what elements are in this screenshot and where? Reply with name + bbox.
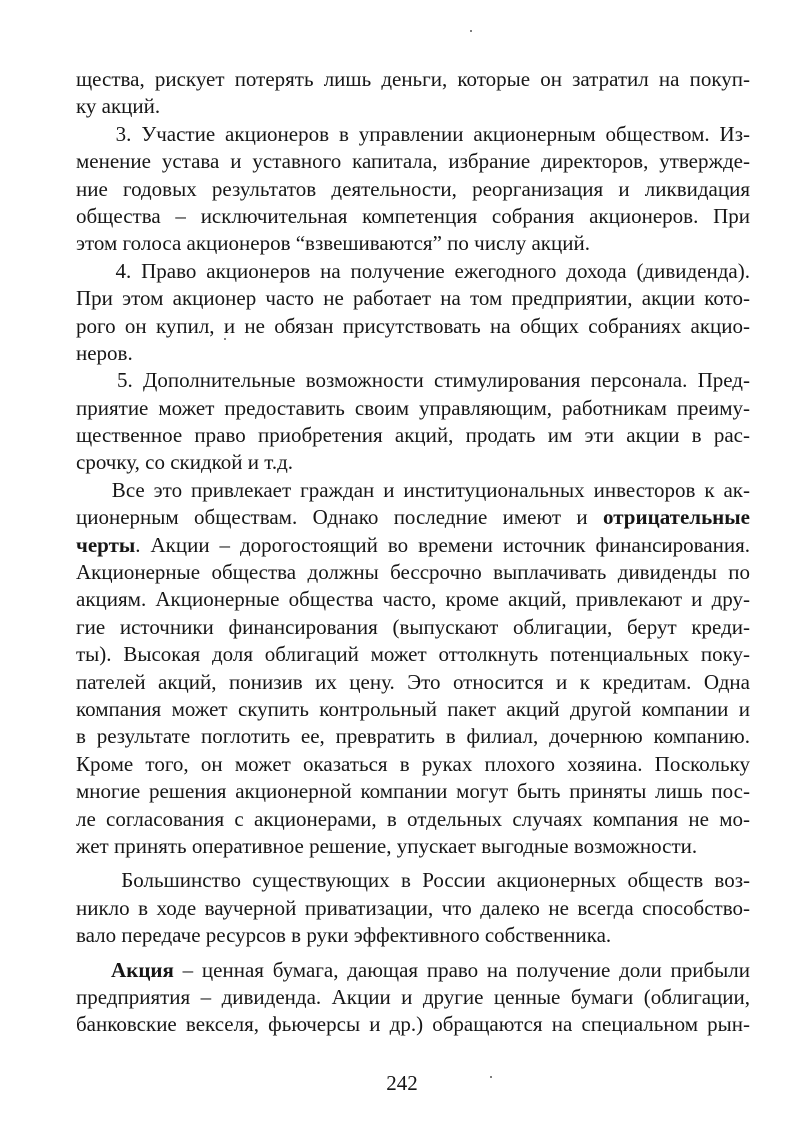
line-text: срочку, со скидкой и т.д. — [76, 450, 294, 475]
line-text: 3. Участие акционеров в управлении акционерным обществом. Из- — [76, 121, 750, 146]
line-text: вало передаче ресурсов в руки эффективного собственника. — [76, 923, 612, 948]
bold-term: отрицательные — [603, 505, 750, 530]
text-line — [76, 1011, 750, 1038]
text-line — [76, 778, 750, 805]
line-text: компания может скупить контрольный пакет акций другой компании и — [76, 696, 750, 721]
text-line — [76, 449, 750, 476]
line-text: предприятия – дивиденда. Акции и другие ценные бумаги (облигации, — [76, 984, 750, 1009]
scan-speck — [224, 338, 226, 340]
line-text: щества, рискует потерять лишь деньги, которые он затратил на покуп- — [76, 67, 750, 91]
line-text: рого он купил, и не обязан присутствовать на общих собраниях акцио- — [76, 313, 750, 338]
bold-term: черты — [76, 532, 136, 557]
text-line — [76, 93, 750, 120]
scan-speck — [490, 1076, 492, 1078]
text-line — [76, 203, 750, 230]
text-line — [76, 395, 750, 422]
text-line — [76, 422, 750, 449]
line-text: . Акции – дорогостоящий во времени источник финансирования. — [135, 532, 750, 557]
line-text: Все это привлекает граждан и институциональных инвесторов к ак- — [76, 477, 750, 502]
text-line — [76, 230, 750, 257]
text-line — [76, 614, 750, 641]
line-text: в результате поглотить ее, превратить в филиал, дочернюю компанию. — [76, 724, 750, 749]
line-text: неров. — [76, 340, 133, 365]
line-text: Большинство существующих в России акционерных обществ воз- — [76, 868, 750, 893]
text-line — [76, 867, 750, 894]
text-line — [76, 532, 750, 559]
line-text: 4. Право акционеров на получение ежегодного дохода (дивиденда). — [76, 258, 750, 283]
text-line — [76, 258, 750, 285]
scan-speck — [470, 30, 472, 32]
text-line — [76, 285, 750, 312]
line-text: щественное право приобретения акций, продать им эти акции в рас- — [76, 423, 750, 448]
line-text: гие источники финансирования (выпускают облигации, берут креди- — [76, 614, 750, 639]
text-line — [76, 176, 750, 203]
line-text: – ценная бумага, дающая право на получение доли прибыли — [173, 957, 750, 982]
line-text: При этом акционер часто не работает на том предприятии, акции кото- — [76, 286, 750, 311]
text-line — [76, 957, 750, 984]
text-line — [76, 984, 750, 1011]
line-text: акциям. Акционерные общества часто, кроме акций, привлекают и дру- — [76, 587, 750, 612]
line-text: этом голоса акционеров “взвешиваются” по числу акций. — [76, 231, 590, 256]
text-line — [76, 66, 750, 93]
text-line — [76, 313, 750, 340]
text-line — [76, 148, 750, 175]
text-line — [76, 806, 750, 833]
line-text: никло в ходе ваучерной приватизации, что далеко не всегда способство- — [76, 895, 750, 920]
text-line — [76, 340, 750, 367]
line-text: 5. Дополнительные возможности стимулирования персонала. Пред- — [76, 368, 750, 393]
text-line — [76, 504, 750, 531]
line-text: банковские векселя, фьючерсы и др.) обращаются на специальном рын- — [76, 1012, 750, 1037]
text-line — [76, 696, 750, 723]
line-text: общества – исключительная компетенция собрания акционеров. При — [76, 203, 750, 228]
line-text: Кроме того, он может оказаться в руках плохого хозяина. Поскольку — [76, 751, 750, 776]
text-line — [76, 477, 750, 504]
text-line — [76, 895, 750, 922]
text-line — [76, 751, 750, 778]
text-line — [76, 586, 750, 613]
line-text: пателей акций, понизив их цену. Это относится и к кредитам. Одна — [76, 669, 750, 694]
line-text: приятие может предоставить своим управляющим, работникам преиму- — [76, 395, 750, 420]
page-number: 242 — [386, 1071, 418, 1095]
text-line — [76, 833, 750, 860]
line-text: ку акций. — [76, 94, 161, 119]
line-text: жет принять оперативное решение, упускает выгодные возможности. — [76, 833, 698, 858]
bold-term: Акция — [76, 957, 174, 982]
text-line — [76, 559, 750, 586]
line-text: ты). Высокая доля облигаций может оттолкнуть потенциальных поку- — [76, 642, 750, 667]
text-line — [76, 121, 750, 148]
text-line — [76, 367, 750, 394]
line-text: многие решения акционерной компании могут быть приняты лишь пос- — [76, 779, 750, 804]
text-line — [76, 922, 750, 949]
paragraph-gap — [76, 860, 750, 867]
line-text: Акционерные общества должны бессрочно выплачивать дивиденды по — [76, 560, 750, 585]
text-line — [76, 669, 750, 696]
text-line — [76, 723, 750, 750]
line-text: ле согласования с акционерами, в отдельных случаях компания не мо- — [76, 806, 750, 831]
body-text — [76, 66, 750, 1039]
line-text: ние годовых результатов деятельности, реорганизация и ликвидация — [76, 176, 750, 201]
text-line — [76, 641, 750, 668]
paragraph-gap — [76, 950, 750, 957]
line-text: ционерным обществам. Однако последние имеют и — [76, 505, 604, 530]
line-text: менение устава и уставного капитала, избрание директоров, утвержде- — [76, 149, 750, 174]
